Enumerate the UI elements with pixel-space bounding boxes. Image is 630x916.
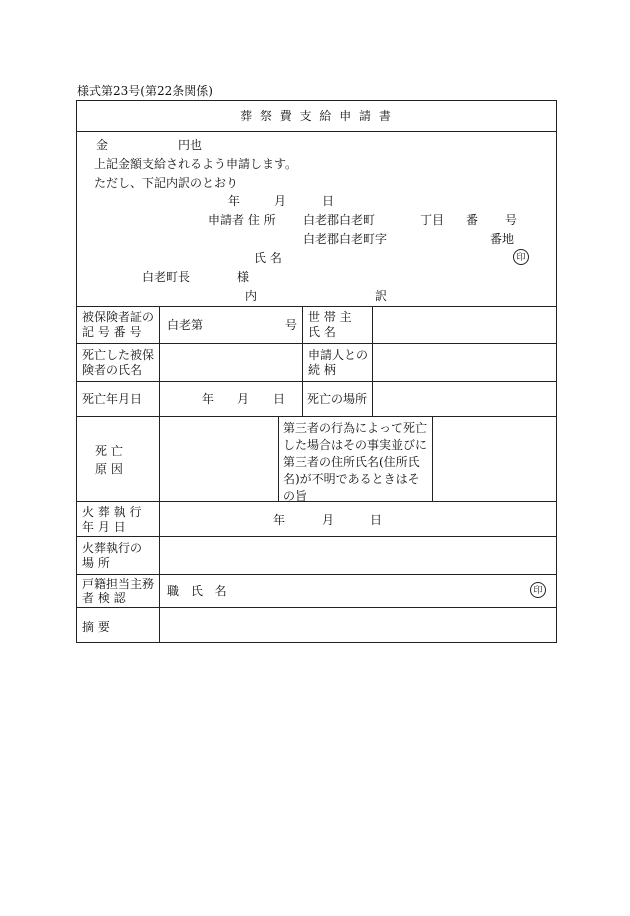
date-month: 月 xyxy=(274,194,287,208)
cremation-day: 日 xyxy=(370,513,383,527)
death-date-label: 死亡年月日 xyxy=(82,392,143,406)
death-place-label: 死亡の場所 xyxy=(307,392,368,406)
cremation-date-label-line-1: 火 葬 執 行 xyxy=(82,505,142,519)
note-right-line xyxy=(432,416,433,501)
death-date-year: 年 xyxy=(202,392,215,406)
row-line-3 xyxy=(76,416,557,417)
mayor-sama: 様 xyxy=(237,270,250,284)
breakdown-uchi: 内 xyxy=(245,289,258,303)
registry-check-label-line-1: 戸籍担当主務 xyxy=(82,577,155,591)
insured-number-suffix: 号 xyxy=(285,318,298,332)
amount-kin: 金 xyxy=(96,138,109,152)
cremation-place-label-line-2: 場 所 xyxy=(82,556,110,570)
address-go: 号 xyxy=(505,213,518,227)
official-seal: 印 xyxy=(530,582,546,598)
table-top-line xyxy=(76,306,557,307)
request-line-1: 上記金額支給されるよう申請します。 xyxy=(94,157,298,171)
row-line-6 xyxy=(76,574,557,575)
row-line-2 xyxy=(76,381,557,382)
applicant-address-label: 申請者 住 所 xyxy=(208,213,276,227)
row-line-1 xyxy=(76,343,557,344)
request-line-2: ただし、下記内訳のとおり xyxy=(94,176,239,190)
form-number-label: 様式第23号(第22条関係) xyxy=(77,84,213,98)
deceased-name-label-line-1: 死亡した被保 xyxy=(82,348,155,362)
deceased-name-label-line-2: 険者の氏名 xyxy=(82,363,143,377)
row-line-7 xyxy=(76,607,557,608)
amount-enya: 円也 xyxy=(178,138,203,152)
label-column-line xyxy=(159,306,160,643)
insured-number-label-line-1: 被保険者証の xyxy=(82,310,155,324)
breakdown-wake: 訳 xyxy=(375,289,388,303)
remarks-label: 摘 要 xyxy=(82,620,110,634)
cremation-place-label-line-1: 火葬執行の xyxy=(82,541,143,555)
death-date-day: 日 xyxy=(273,392,286,406)
householder-label-line-2: 氏 名 xyxy=(308,325,336,339)
address-aza: 白老郡白老町字 xyxy=(303,232,388,246)
cause-label-line-1: 死 亡 xyxy=(95,444,123,458)
relation-label-line-2: 続 柄 xyxy=(308,363,336,377)
address-town: 白老郡白老町 xyxy=(303,213,376,227)
relation-label-line-1: 申請人との xyxy=(308,348,369,362)
applicant-seal: 印 xyxy=(513,249,529,265)
cremation-year: 年 xyxy=(273,513,286,527)
cause-label-line-2: 原 因 xyxy=(95,462,123,476)
row-line-5 xyxy=(76,536,557,537)
date-day: 日 xyxy=(322,194,335,208)
date-year: 年 xyxy=(228,194,241,208)
death-date-month: 月 xyxy=(237,392,250,406)
cremation-date-label-line-2: 年 月 日 xyxy=(82,520,126,534)
registry-check-label-line-2: 者 検 認 xyxy=(82,591,126,605)
third-party-note: 第三者の行為によって死亡した場合はその事実並びに第三者の住所氏名(住所氏名)が不明であるときはその旨 xyxy=(283,421,428,503)
mayor-addressee: 白老町長 xyxy=(142,270,191,284)
middle-column-line xyxy=(302,306,303,416)
insured-number-prefix: 白老第 xyxy=(167,318,204,332)
note-left-line xyxy=(278,416,279,501)
address-ban: 番 xyxy=(466,213,479,227)
address-banchi: 番地 xyxy=(490,232,515,246)
applicant-name-label: 氏 名 xyxy=(254,251,282,265)
title-divider xyxy=(76,131,557,132)
form-title: 葬 祭 費 支 給 申 請 書 xyxy=(240,109,393,123)
address-chome: 丁目 xyxy=(420,213,445,227)
householder-label-line-1: 世 帯 主 xyxy=(308,310,352,324)
official-name-label: 職 氏 名 xyxy=(167,584,231,598)
right-column-line xyxy=(372,306,373,416)
cremation-month: 月 xyxy=(322,513,335,527)
insured-number-label-line-2: 記 号 番 号 xyxy=(82,325,142,339)
